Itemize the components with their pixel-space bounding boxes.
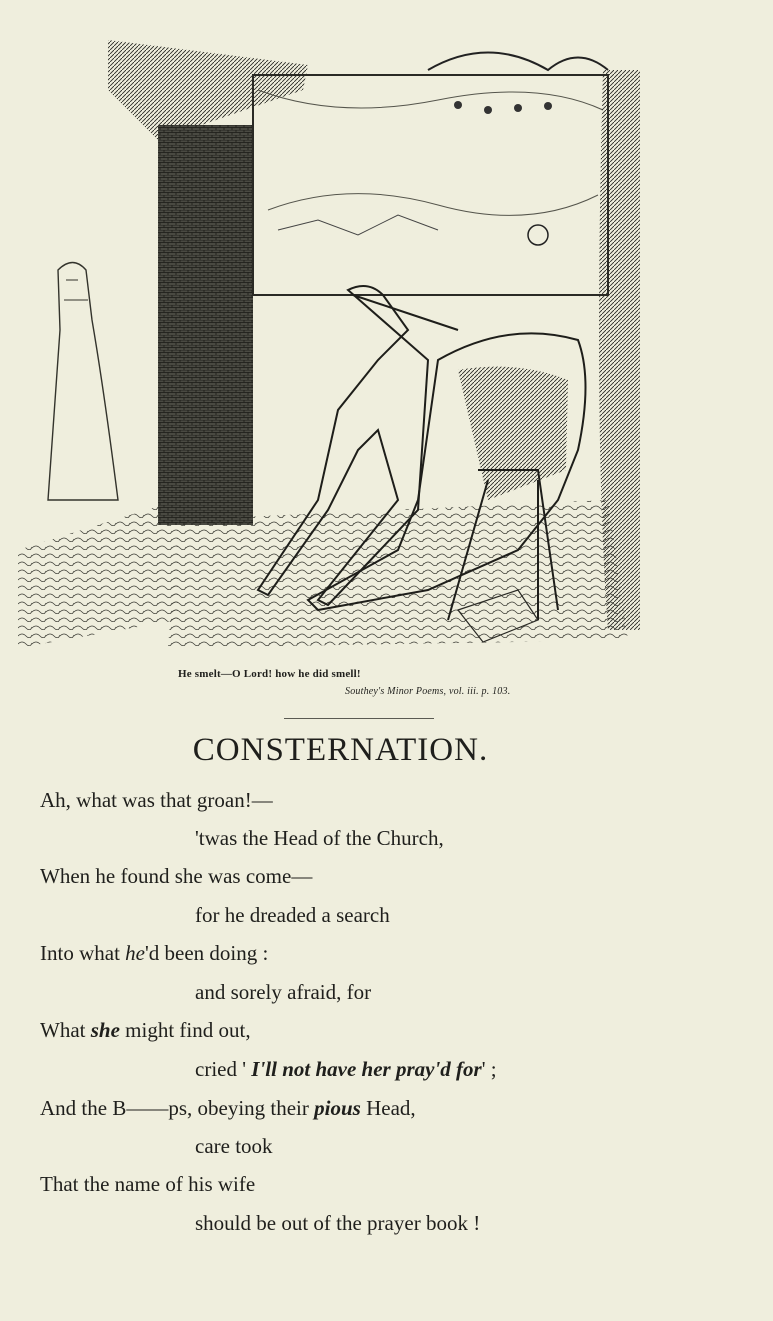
poem-line: Ah, what was that groan!— xyxy=(40,788,273,812)
poem-text: What xyxy=(40,1018,91,1042)
illustration-caption: He smelt—O Lord! how he did smell! xyxy=(178,668,361,680)
poem-text: might find out, xyxy=(119,1018,251,1042)
poem-line: care took xyxy=(195,1134,273,1158)
poem-title xyxy=(0,732,773,769)
poem-text: 'd been doing : xyxy=(144,941,269,965)
poem-text: And the B——ps, obeying their xyxy=(40,1096,315,1120)
poem-text: Head, xyxy=(360,1096,416,1120)
poem-line xyxy=(40,1018,251,1043)
poem-line: 'twas the Head of the Church, xyxy=(195,826,444,850)
caption-source: Southey's Minor Poems, vol. iii. p. 103. xyxy=(345,686,511,697)
poem-line xyxy=(40,1096,416,1121)
poem-line: for he dreaded a search xyxy=(195,903,390,927)
engraving-illustration xyxy=(18,30,640,648)
poem-text: cried ' xyxy=(195,1057,252,1081)
poem-text: ' ; xyxy=(481,1057,497,1081)
poem-italic: pious xyxy=(314,1096,361,1120)
poem-text: Into what xyxy=(40,941,126,965)
poem-line: should be out of the prayer book ! xyxy=(195,1211,481,1235)
poem-line: That the name of his wife xyxy=(40,1172,256,1196)
poem-italic: he xyxy=(125,941,145,965)
poem-line xyxy=(195,1057,497,1082)
poem-line: When he found she was come— xyxy=(40,864,313,888)
poem-line: and sorely afraid, for xyxy=(195,980,372,1004)
poem-italic: she xyxy=(90,1018,120,1042)
poem-title-text: CONSTERNATION. xyxy=(192,732,489,768)
divider-rule xyxy=(284,718,434,719)
poem-line xyxy=(40,941,268,966)
poem-italic: I'll not have her pray'd for xyxy=(251,1057,482,1081)
